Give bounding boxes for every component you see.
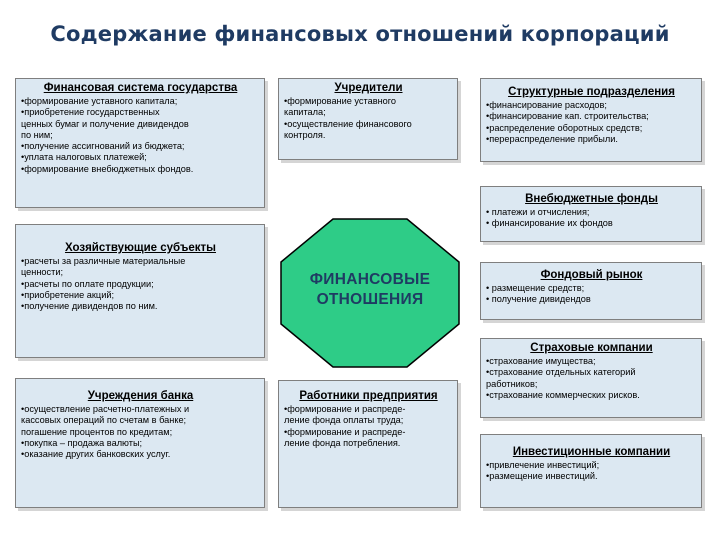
list-item: •оказание других банковских услуг. bbox=[21, 449, 171, 460]
list-item: •финансирование кап. строительства; bbox=[486, 111, 649, 122]
list-item: погашение процентов по кредитам; bbox=[21, 426, 173, 437]
item-list bbox=[21, 96, 260, 175]
list-item: • размещение средств; bbox=[486, 283, 585, 293]
list-item: •страхование имущества; bbox=[486, 356, 596, 366]
center-label: ФИНАНСОВЫЕ ОТНОШЕНИЯ bbox=[309, 271, 431, 308]
box-title: Структурные подразделения bbox=[508, 86, 675, 98]
box-gov-financial-system bbox=[15, 78, 265, 208]
item-list bbox=[21, 256, 260, 312]
list-item: •финансирование расходов; bbox=[486, 100, 607, 110]
list-item: •расчеты по оплате продукции; bbox=[21, 278, 154, 289]
list-item: •покупка – продажа валюты; bbox=[21, 437, 143, 448]
list-item: •распределение оборотных средств; bbox=[486, 122, 643, 133]
list-item: • платежи и отчисления; bbox=[486, 207, 590, 217]
list-item: •формирование и распреде- ление фонда потребления. bbox=[284, 426, 406, 448]
list-item: •размещение инвестиций. bbox=[486, 471, 598, 482]
box-title: Учредители bbox=[334, 82, 403, 94]
box-title: Работники предприятия bbox=[299, 390, 438, 402]
page-title: Содержание финансовых отношений корпораций bbox=[50, 22, 670, 46]
box-founders bbox=[278, 78, 458, 160]
box-title: Внебюджетные фонды bbox=[525, 193, 658, 205]
list-item: •перераспределение прибыли. bbox=[486, 133, 618, 144]
box-title: Страховые компании bbox=[530, 342, 653, 354]
box-stock-market bbox=[480, 262, 702, 320]
box-title: Финансовая система государства bbox=[43, 82, 238, 94]
item-list bbox=[486, 356, 697, 401]
list-item: •получение ассигнований из бюджета; bbox=[21, 141, 185, 152]
box-enterprise-workers bbox=[278, 380, 458, 508]
list-item: •привлечение инвестиций; bbox=[486, 460, 600, 470]
list-item: •осуществление расчетно-платежных и кассовых операций по счетам в банке; bbox=[21, 404, 190, 426]
item-list bbox=[21, 404, 260, 460]
item-list bbox=[486, 207, 697, 230]
list-item: •осуществление финансового контроля. bbox=[284, 118, 412, 140]
box-structural-divisions bbox=[480, 78, 702, 162]
list-item: •приобретение акций; bbox=[21, 289, 115, 300]
list-item: •расчеты за различные материальные ценности; bbox=[21, 256, 186, 278]
box-bank-institutions bbox=[15, 378, 265, 508]
box-investment-companies bbox=[480, 434, 702, 508]
box-title: Инвестиционные компании bbox=[512, 446, 671, 458]
list-item: •приобретение государственных ценных бумаг и получение дивидендов по ним; bbox=[21, 107, 189, 140]
box-title: Хозяйствующие субъекты bbox=[64, 242, 216, 254]
box-title: Учреждения банка bbox=[87, 390, 194, 402]
list-item: • получение дивидендов bbox=[486, 294, 591, 305]
list-item: •формирование внебюджетных фондов. bbox=[21, 163, 194, 174]
item-list bbox=[486, 100, 697, 145]
box-title: Фондовый рынок bbox=[540, 269, 643, 281]
list-item: •формирование уставного капитала; bbox=[284, 96, 397, 118]
box-business-entities bbox=[15, 224, 265, 358]
list-item: •формирование уставного капитала; bbox=[21, 96, 178, 106]
list-item: •уплата налоговых платежей; bbox=[21, 152, 147, 163]
list-item: •получение дивидендов по ним. bbox=[21, 301, 158, 312]
item-list bbox=[284, 96, 453, 141]
list-item: •страхование отдельных категорий работников; bbox=[486, 367, 636, 389]
box-insurance-companies bbox=[480, 338, 702, 418]
list-item: • финансирование их фондов bbox=[486, 218, 613, 229]
list-item: •формирование и распреде- ление фонда оплаты труда; bbox=[284, 404, 406, 426]
item-list bbox=[486, 283, 697, 306]
list-item: •страхование коммерческих рисков. bbox=[486, 389, 640, 400]
box-offbudget-funds bbox=[480, 186, 702, 242]
item-list bbox=[284, 404, 453, 449]
item-list bbox=[486, 460, 697, 483]
